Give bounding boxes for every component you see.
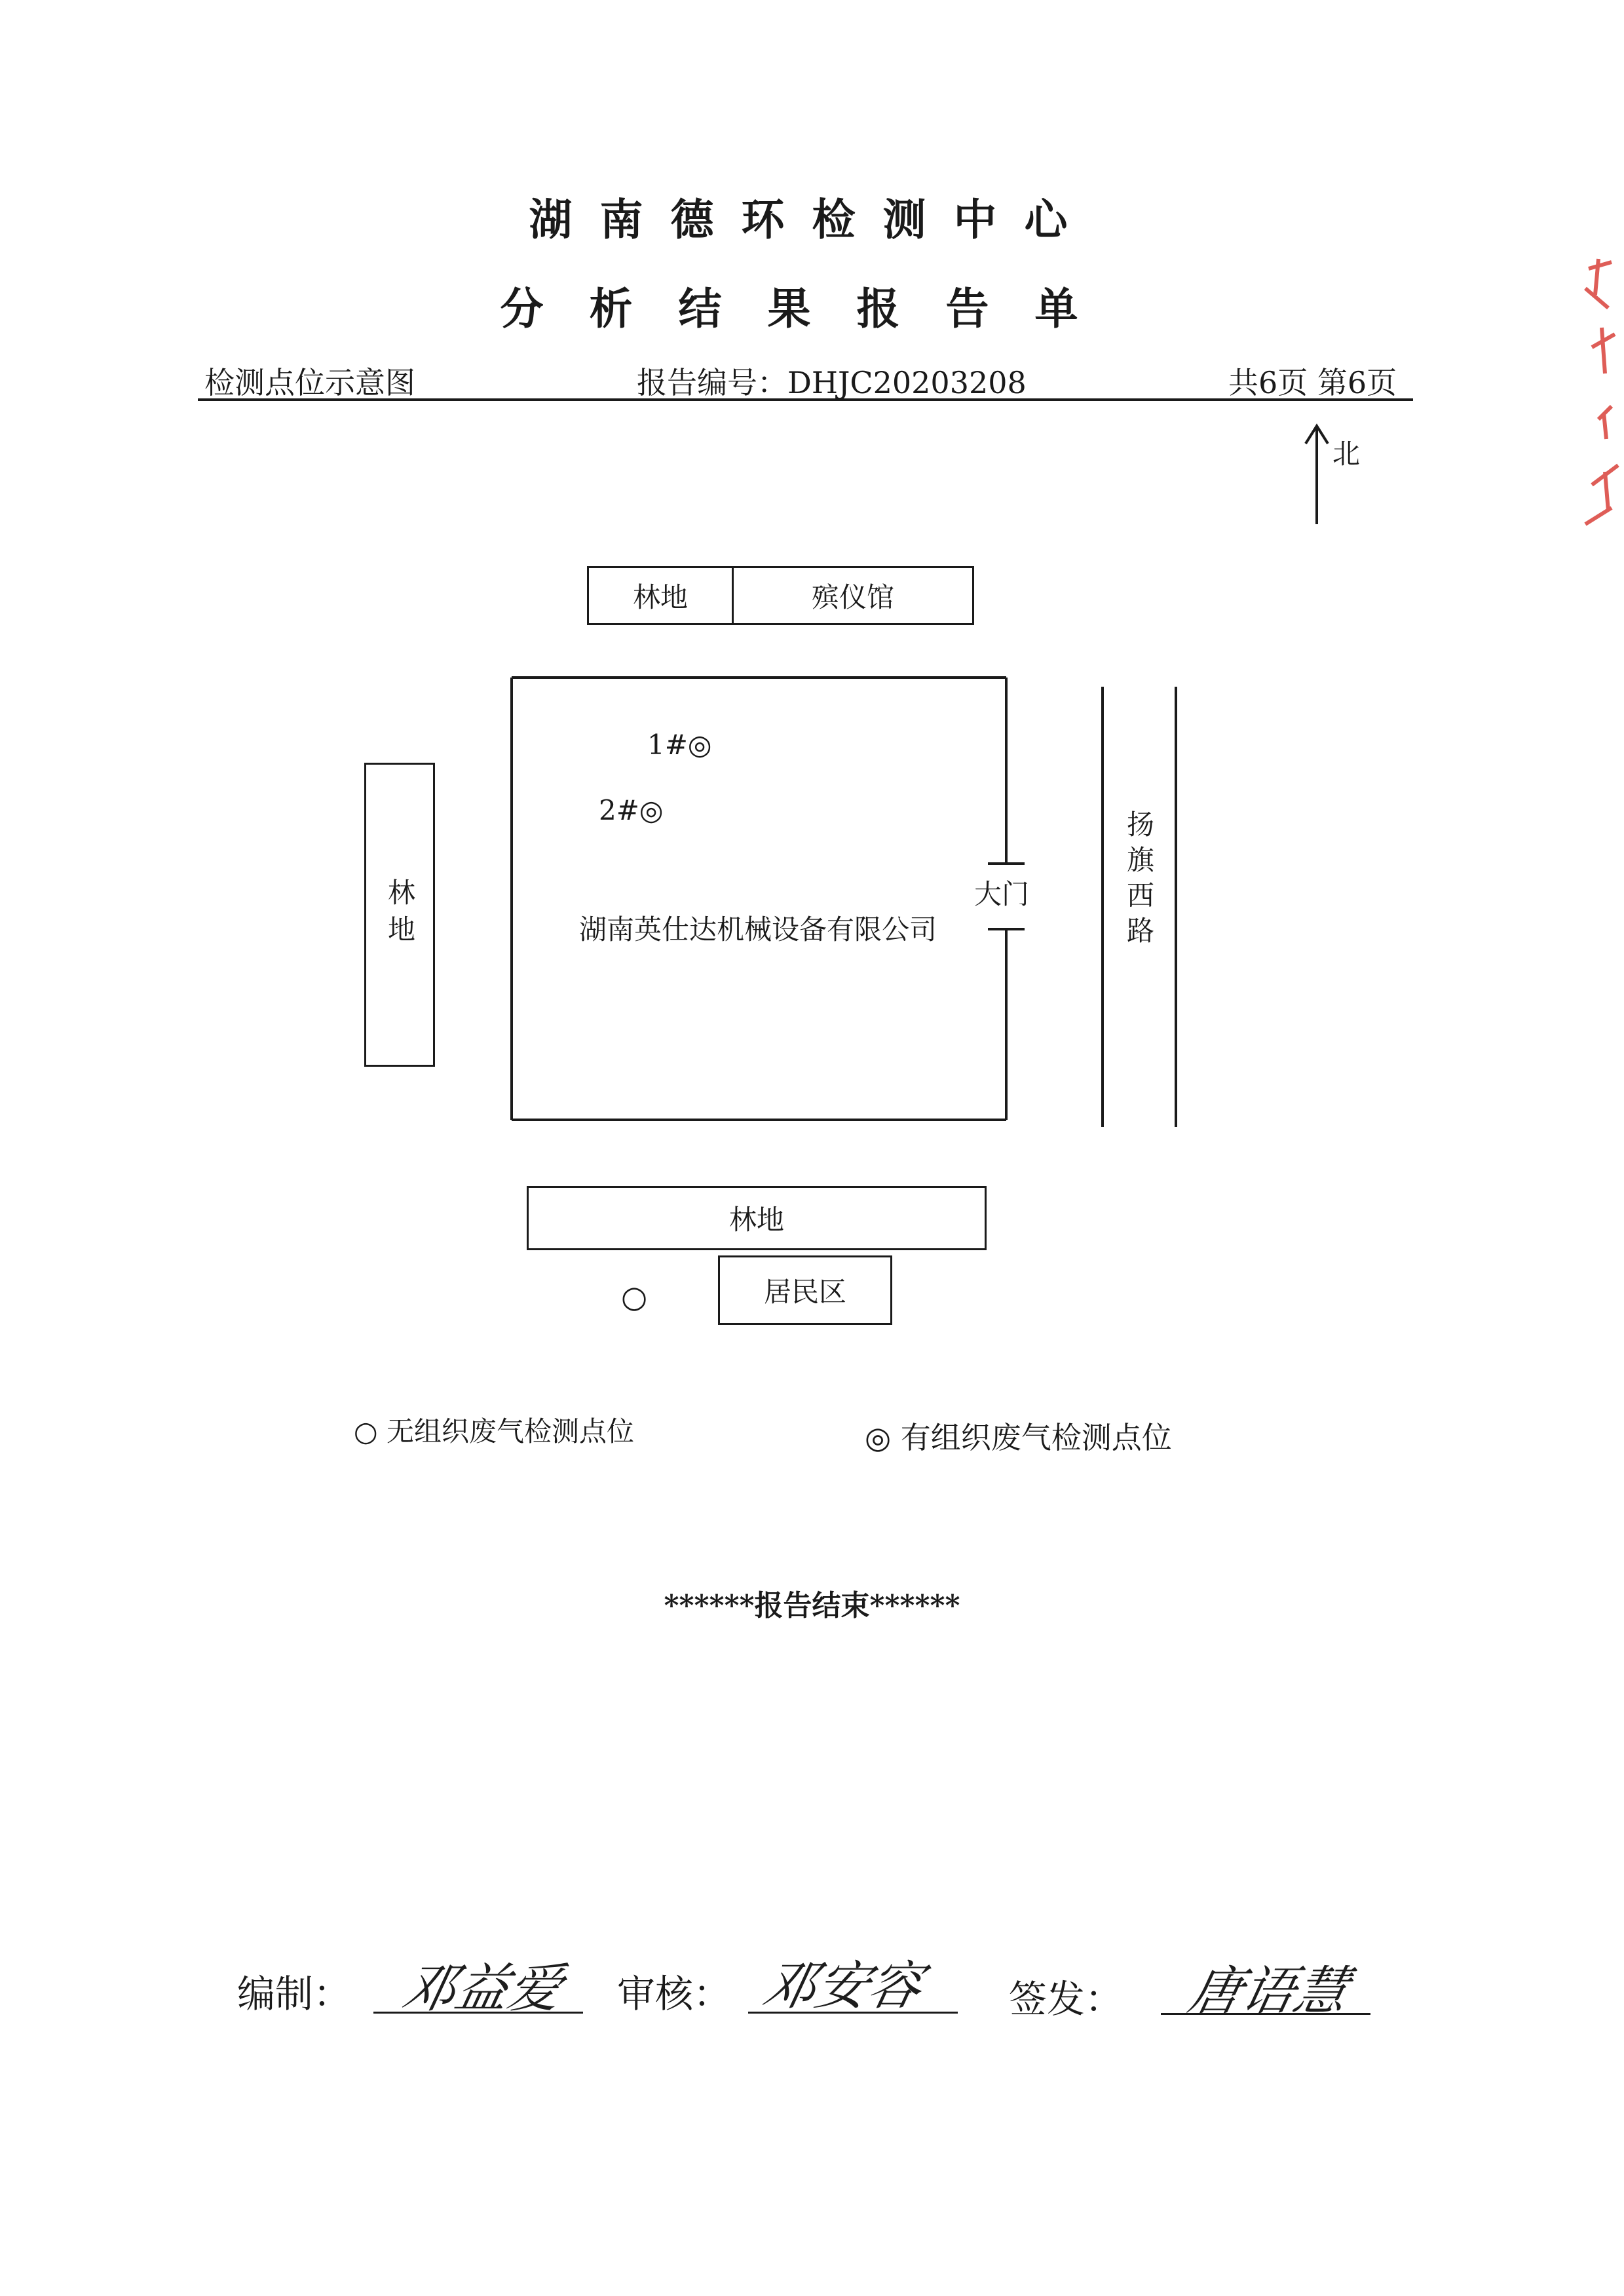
forest-west-label: 林地 <box>384 878 416 951</box>
report-title: 分析结果报告单 <box>500 283 1124 334</box>
funeral-home-label: 殡仪馆 <box>811 581 894 613</box>
page-info: 共6页 第6页 <box>1228 365 1397 400</box>
factory-outline <box>512 678 1025 1120</box>
seal-stamp-fragment <box>1572 249 1624 537</box>
report-end: ******报告结束****** <box>664 1589 960 1622</box>
residential-area <box>718 1255 892 1325</box>
forest-west <box>364 763 435 1067</box>
road-label: 扬旗西路 <box>1123 810 1155 951</box>
legend-unorganized: ○ 无组织废气检测点位 <box>354 1415 634 1447</box>
forest-north <box>587 566 734 625</box>
report-number-value: DHJC20203208 <box>787 365 1027 400</box>
unorganized-point-marker: ○ <box>621 1279 648 1314</box>
company-name: 湖南英仕达机械设备有限公司 <box>579 913 937 946</box>
sampling-point-2: 2#◎ <box>599 794 664 826</box>
issued-line <box>1161 2013 1370 2015</box>
sampling-point-1: 1#◎ <box>647 729 712 761</box>
org-title: 湖南德环检测中心 <box>529 194 1095 245</box>
funeral-home <box>732 566 974 625</box>
compiled-label: 编制： <box>237 1972 352 2016</box>
legend-organized: ◎ 有组织废气检测点位 <box>865 1420 1172 1455</box>
north-arrow-icon <box>1306 426 1328 524</box>
compiled-signature: 邓益爱 <box>397 1958 568 2019</box>
compiled-line <box>373 2012 583 2014</box>
reviewed-label: 审核： <box>617 1972 732 2016</box>
forest-north-label: 林地 <box>632 581 688 613</box>
issued-signature: 唐语慧 <box>1183 1961 1354 2021</box>
forest-south <box>527 1186 987 1250</box>
report-number-label: 报告编号： <box>637 365 787 400</box>
reviewed-signature: 邓安容 <box>757 1955 928 2016</box>
forest-south-label: 林地 <box>728 1204 784 1236</box>
reviewed-line <box>748 2012 958 2014</box>
issued-label: 签发： <box>1009 1977 1124 2021</box>
section-label: 检测点位示意图 <box>204 365 415 400</box>
gate-label: 大门 <box>974 878 1030 910</box>
north-label: 北 <box>1332 438 1361 470</box>
residential-label: 居民区 <box>763 1276 846 1308</box>
